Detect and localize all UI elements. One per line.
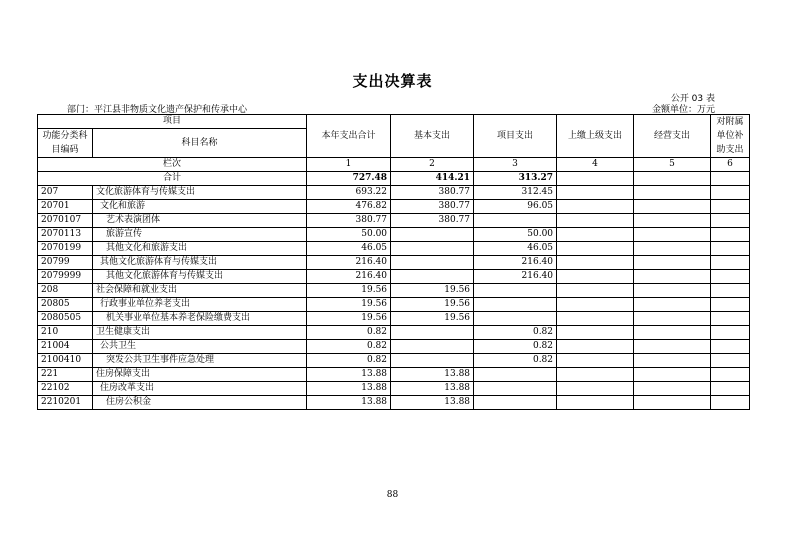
row-name-text: 其他文化和旅游支出 [106, 243, 188, 253]
row-basic [391, 354, 474, 368]
expenditure-table [37, 114, 750, 410]
row-code: 208 [38, 284, 93, 298]
row-upper [557, 312, 634, 326]
row-operation [634, 186, 711, 200]
row-name-text: 行政事业单位养老支出 [100, 299, 191, 309]
row-subsidy [711, 326, 750, 340]
row-total: 19.56 [307, 298, 391, 312]
row-code: 207 [38, 186, 93, 200]
table-row [38, 228, 750, 242]
row-project: 312.45 [474, 186, 557, 200]
row-total: 13.88 [307, 368, 391, 382]
row-name [93, 326, 307, 340]
row-total: 13.88 [307, 382, 391, 396]
row-code: 21004 [38, 340, 93, 354]
row-project [474, 396, 557, 410]
row-name-text: 住房保障支出 [96, 369, 151, 379]
row-name [93, 368, 307, 382]
row-basic: 19.56 [391, 298, 474, 312]
row-operation [634, 368, 711, 382]
table-row [38, 186, 750, 200]
row-upper [557, 382, 634, 396]
total-amount: 727.48 [307, 172, 391, 186]
row-project [474, 368, 557, 382]
row-name [93, 214, 307, 228]
row-name-text: 卫生健康支出 [96, 327, 151, 337]
row-upper [557, 326, 634, 340]
row-subsidy [711, 214, 750, 228]
table-row [38, 340, 750, 354]
row-operation [634, 340, 711, 354]
row-total: 0.82 [307, 354, 391, 368]
row-subsidy [711, 382, 750, 396]
row-name-text: 机关事业单位基本养老保险缴费支出 [106, 313, 251, 323]
row-basic: 19.56 [391, 312, 474, 326]
row-code: 2070107 [38, 214, 93, 228]
header-upper: 上缴上级支出 [557, 115, 634, 158]
column-label: 栏次 [38, 158, 307, 172]
row-code: 22102 [38, 382, 93, 396]
row-operation [634, 284, 711, 298]
table-row [38, 382, 750, 396]
header-project: 项目支出 [474, 115, 557, 158]
row-code: 2210201 [38, 396, 93, 410]
row-basic: 380.77 [391, 186, 474, 200]
row-project: 46.05 [474, 242, 557, 256]
row-basic [391, 228, 474, 242]
row-total: 46.05 [307, 242, 391, 256]
row-total: 216.40 [307, 256, 391, 270]
row-subsidy [711, 396, 750, 410]
row-operation [634, 256, 711, 270]
row-basic: 380.77 [391, 214, 474, 228]
form-number: 公开 03 表 [670, 94, 715, 104]
row-name [93, 186, 307, 200]
row-subsidy [711, 368, 750, 382]
row-basic: 380.77 [391, 200, 474, 214]
total-operation [634, 172, 711, 186]
row-project: 96.05 [474, 200, 557, 214]
total-basic: 414.21 [391, 172, 474, 186]
row-name [93, 270, 307, 284]
column-number-row [38, 158, 750, 172]
row-basic: 13.88 [391, 382, 474, 396]
row-operation [634, 312, 711, 326]
row-operation [634, 326, 711, 340]
row-name-text: 公共卫生 [100, 341, 137, 351]
table-row [38, 298, 750, 312]
total-upper [557, 172, 634, 186]
row-basic: 13.88 [391, 396, 474, 410]
row-subsidy [711, 284, 750, 298]
department-label: 部门：平江县非物质文化遗产保护和传承中心 [67, 105, 248, 115]
row-upper [557, 368, 634, 382]
header-operation: 经营支出 [634, 115, 711, 158]
table-row [38, 214, 750, 228]
table-row [38, 256, 750, 270]
row-upper [557, 242, 634, 256]
row-subsidy [711, 270, 750, 284]
row-name-text: 旅游宣传 [106, 229, 143, 239]
total-subsidy [711, 172, 750, 186]
row-code: 20805 [38, 298, 93, 312]
row-name-text: 其他文化旅游体育与传媒支出 [100, 257, 218, 267]
row-operation [634, 242, 711, 256]
table-row [38, 242, 750, 256]
row-code: 2080505 [38, 312, 93, 326]
row-upper [557, 186, 634, 200]
row-upper [557, 256, 634, 270]
table-row [38, 326, 750, 340]
row-code: 2070199 [38, 242, 93, 256]
header-total: 本年支出合计 [307, 115, 391, 158]
row-subsidy [711, 186, 750, 200]
header-subject-name: 科目名称 [93, 129, 307, 158]
row-basic: 13.88 [391, 368, 474, 382]
row-operation [634, 354, 711, 368]
table-row [38, 200, 750, 214]
table-row [38, 312, 750, 326]
col-num-4: 4 [557, 158, 634, 172]
col-num-2: 2 [391, 158, 474, 172]
table-row [38, 354, 750, 368]
row-name [93, 284, 307, 298]
table-row [38, 396, 750, 410]
row-name-text: 文化和旅游 [100, 201, 146, 211]
row-subsidy [711, 228, 750, 242]
row-code: 20799 [38, 256, 93, 270]
row-name [93, 298, 307, 312]
row-operation [634, 298, 711, 312]
total-label: 合计 [38, 172, 307, 186]
row-operation [634, 270, 711, 284]
header-row-item [38, 115, 750, 129]
row-project [474, 284, 557, 298]
col-num-5: 5 [634, 158, 711, 172]
row-total: 50.00 [307, 228, 391, 242]
row-subsidy [711, 256, 750, 270]
row-code: 2070113 [38, 228, 93, 242]
row-upper [557, 354, 634, 368]
total-row [38, 172, 750, 186]
row-operation [634, 396, 711, 410]
row-upper [557, 340, 634, 354]
row-basic [391, 256, 474, 270]
row-operation [634, 382, 711, 396]
row-total: 380.77 [307, 214, 391, 228]
table-row [38, 284, 750, 298]
row-basic [391, 270, 474, 284]
row-name [93, 242, 307, 256]
row-name-text: 住房改革支出 [100, 383, 155, 393]
row-total: 13.88 [307, 396, 391, 410]
row-name [93, 200, 307, 214]
header-basic: 基本支出 [391, 115, 474, 158]
row-project [474, 214, 557, 228]
row-name [93, 256, 307, 270]
row-name [93, 396, 307, 410]
row-name [93, 312, 307, 326]
row-code: 221 [38, 368, 93, 382]
row-total: 0.82 [307, 326, 391, 340]
row-operation [634, 200, 711, 214]
page-title: 支出决算表 [352, 72, 433, 90]
header-func-code: 功能分类科目编码 [38, 129, 93, 158]
row-basic [391, 340, 474, 354]
row-upper [557, 284, 634, 298]
row-subsidy [711, 200, 750, 214]
row-name [93, 354, 307, 368]
row-subsidy [711, 298, 750, 312]
row-upper [557, 270, 634, 284]
page-number: 88 [386, 490, 399, 500]
header-subsidy: 对附属单位补助支出 [711, 115, 750, 158]
row-name-text: 文化旅游体育与传媒支出 [96, 187, 196, 197]
row-upper [557, 396, 634, 410]
row-name [93, 340, 307, 354]
row-subsidy [711, 242, 750, 256]
row-operation [634, 214, 711, 228]
row-code: 2079999 [38, 270, 93, 284]
row-name-text: 其他文化旅游体育与传媒支出 [106, 271, 224, 281]
unit-label: 金额单位：万元 [651, 105, 715, 115]
row-project [474, 298, 557, 312]
col-num-6: 6 [711, 158, 750, 172]
row-project: 50.00 [474, 228, 557, 242]
row-name-text: 突发公共卫生事件应急处理 [106, 355, 215, 365]
row-project: 0.82 [474, 340, 557, 354]
row-name [93, 382, 307, 396]
row-project: 0.82 [474, 354, 557, 368]
row-subsidy [711, 340, 750, 354]
row-name-text: 社会保障和就业支出 [96, 285, 178, 295]
row-total: 0.82 [307, 340, 391, 354]
row-name-text: 住房公积金 [106, 397, 152, 407]
row-project: 0.82 [474, 326, 557, 340]
row-subsidy [711, 312, 750, 326]
row-total: 19.56 [307, 312, 391, 326]
row-upper [557, 200, 634, 214]
row-basic [391, 242, 474, 256]
row-code: 20701 [38, 200, 93, 214]
row-operation [634, 228, 711, 242]
row-total: 476.82 [307, 200, 391, 214]
row-upper [557, 298, 634, 312]
total-project: 313.27 [474, 172, 557, 186]
row-code: 210 [38, 326, 93, 340]
row-total: 19.56 [307, 284, 391, 298]
table-row [38, 270, 750, 284]
header-item: 项目 [38, 115, 307, 129]
row-project: 216.40 [474, 270, 557, 284]
row-upper [557, 214, 634, 228]
row-basic: 19.56 [391, 284, 474, 298]
row-total: 693.22 [307, 186, 391, 200]
row-total: 216.40 [307, 270, 391, 284]
row-name-text: 艺术表演团体 [106, 215, 161, 225]
row-project [474, 312, 557, 326]
row-subsidy [711, 354, 750, 368]
col-num-1: 1 [307, 158, 391, 172]
col-num-3: 3 [474, 158, 557, 172]
table-row [38, 368, 750, 382]
row-basic [391, 326, 474, 340]
row-name [93, 228, 307, 242]
row-project: 216.40 [474, 256, 557, 270]
row-project [474, 382, 557, 396]
row-code: 2100410 [38, 354, 93, 368]
row-upper [557, 228, 634, 242]
